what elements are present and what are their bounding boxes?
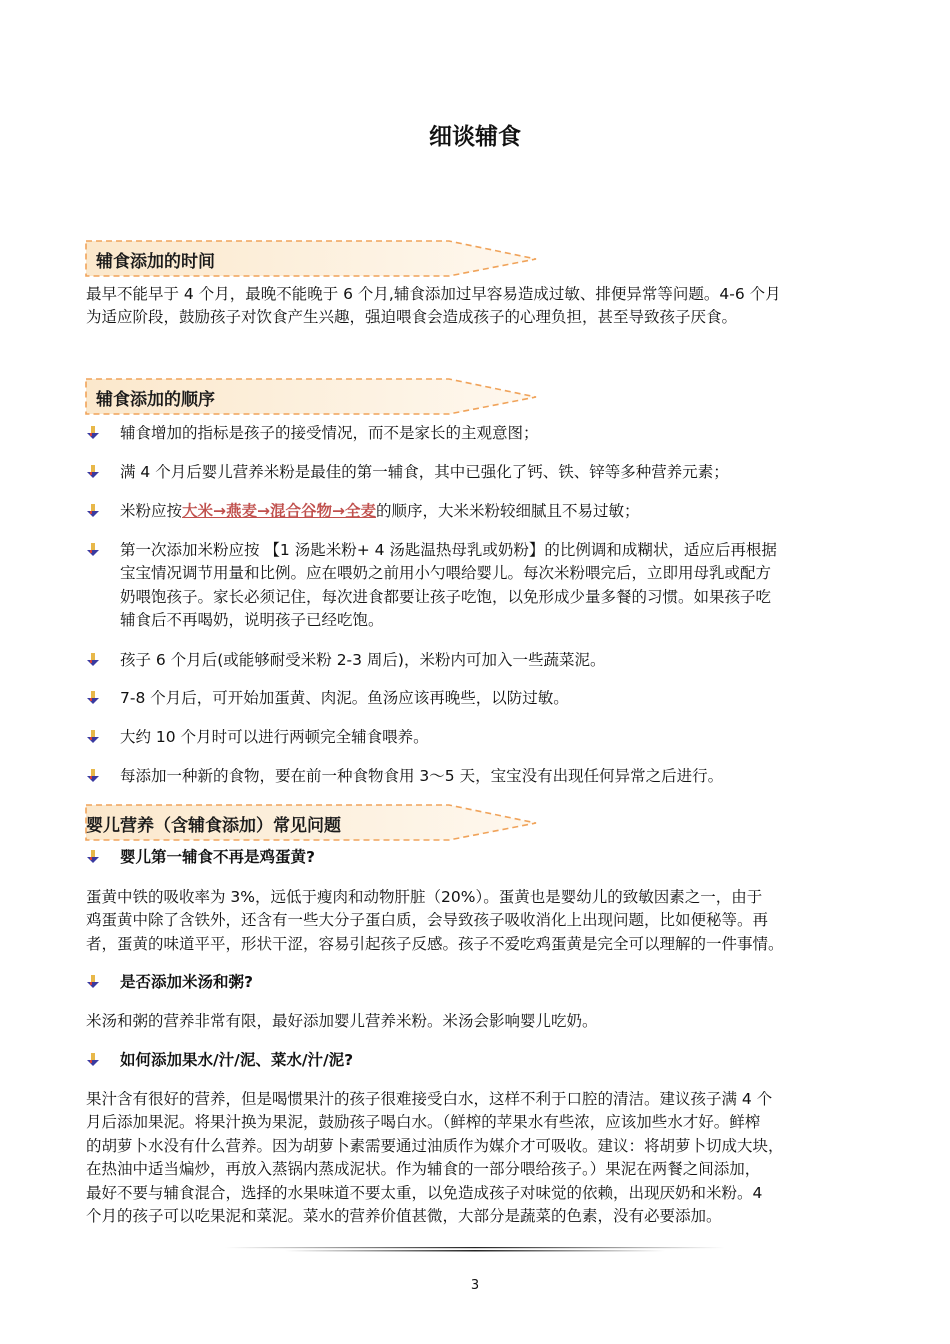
bullet-item [86,539,870,633]
text-line: 奶喂饱孩子。家长必须记住，每次进食都要让孩子吃饱，以免形成少量多餐的习惯。如果孩子吃 [120,587,772,606]
down-arrow-bullet-icon [86,426,100,440]
bullet-item [86,500,870,523]
section-heading-faq [84,803,544,843]
bullet-item [86,422,870,445]
text-line: 宝宝情况调节用量和比例。应在喂奶之前用小勺喂给婴儿。每次米粉喂完后，立即用母乳或配方 [120,564,772,583]
heading-text: 辅食添加的顺序 [96,390,215,410]
faq-answer [86,886,870,956]
question-text: 是否添加米汤和粥? [120,973,253,991]
grain-order-highlight: 大米→燕麦→混合谷物→全麦 [182,502,376,520]
heading-text: 婴儿营养（含辅食添加）常见问题 [86,816,341,836]
down-arrow-bullet-icon [86,975,100,989]
heading-text: 辅食添加的时间 [96,252,215,272]
text-line: 最好不要与辅食混合，选择的水果味道不要太重，以免造成孩子对味觉的依赖，出现厌奶和米粉。4 [86,1183,763,1202]
text-line: 鸡蛋黄中除了含铁外，还含有一些大分子蛋白质，会导致孩子吸收消化上出现问题，比如便秘等。再 [86,911,769,930]
text-line: 米汤和粥的营养非常有限，最好添加婴儿营养米粉。米汤会影响婴儿吃奶。 [86,1012,598,1030]
question-text: 婴儿第一辅食不再是鸡蛋黄? [120,848,315,866]
text-line: 果汁含有很好的营养，但是喝惯果汁的孩子很难接受白水，这样不利于口腔的清洁。建议孩子满 4 个 [86,1090,773,1108]
faq-question [86,971,870,994]
section-heading-timing [84,239,544,279]
question-text: 如何添加果水/汁/泥、菜水/汁/泥? [120,1051,354,1069]
text-line: 为适应阶段，鼓励孩子对饮食产生兴趣，强迫喂食会造成孩子的心理负担，甚至导致孩子厌食。 [86,308,738,327]
bullet-text: 大约 10 个月时可以进行两顿完全辅食喂养。 [120,728,429,746]
down-arrow-bullet-icon [86,850,100,864]
down-arrow-bullet-icon [86,730,100,744]
text-line: 最早不能早于 4 个月，最晚不能晚于 6 个月,辅食添加过早容易造成过敏、排便异常等问题。4-6 个月 [86,285,781,303]
down-arrow-bullet-icon [86,1053,100,1067]
footer-divider [225,1244,725,1254]
bullet-text: 的顺序，大米米粉较细腻且不易过敏； [375,502,640,520]
faq-answer [86,1010,870,1033]
section-heading-order [84,377,544,417]
text-line: 的胡萝卜水没有什么营养。因为胡萝卜素需要通过油质作为媒介才可吸收。建议：将胡萝卜切成大块， [86,1136,784,1155]
faq-question [86,1049,870,1072]
down-arrow-bullet-icon [86,691,100,705]
down-arrow-bullet-icon [86,543,100,557]
faq-answer [86,1088,870,1228]
bullet-item [86,649,870,672]
text-line: 个月的孩子可以吃果泥和菜泥。菜水的营养价值甚微，大部分是蔬菜的色素，没有必要添加。 [86,1207,722,1226]
page-title: 细谈辅食 [429,124,521,150]
down-arrow-bullet-icon [86,465,100,479]
bullet-item [86,687,870,710]
bullet-text: 满 4 个月后婴儿营养米粉是最佳的第一辅食，其中已强化了钙、铁、锌等多种营养元素； [120,463,729,481]
bullet-item [86,726,870,749]
bullet-text: 孩子 6 个月后(或能够耐受米粉 2-3 周后)，米粉内可加入一些蔬菜泥。 [120,651,606,669]
timing-paragraph [86,283,870,330]
down-arrow-bullet-icon [86,769,100,783]
bullet-text: 每添加一种新的食物，要在前一种食物食用 3～5 天，宝宝没有出现任何异常之后进行。 [120,767,724,785]
text-line: 第一次添加米粉应按 【1 汤匙米粉+ 4 汤匙温热母乳或奶粉】的比例调和成糊状，适应后再根据 [120,541,777,559]
bullet-text: 7-8 个月后，可开始加蛋黄、肉泥。鱼汤应该再晚些，以防过敏。 [120,689,569,707]
text-line: 月后添加果泥。将果汁换为果泥，鼓励孩子喝白水。（鲜榨的苹果水有些浓，应该加些水才好。鲜榨 [86,1113,761,1132]
down-arrow-bullet-icon [86,653,100,667]
bullet-text: 辅食增加的指标是孩子的接受情况，而不是家长的主观意图； [120,424,539,442]
down-arrow-bullet-icon [86,504,100,518]
bullet-text: 米粉应按 [120,502,183,520]
bullet-item [86,765,870,788]
text-line: 蛋黄中铁的吸收率为 3%，远低于瘦肉和动物肝脏（20%）。蛋黄也是婴幼儿的致敏因素之一，由于 [86,888,763,906]
page-number: 3 [470,1278,480,1293]
text-line: 在热油中适当煸炒，再放入蒸锅内蒸成泥状。作为辅食的一部分喂给孩子。）果泥在两餐之间添加， [86,1160,761,1179]
faq-question [86,846,870,869]
text-line: 辅食后不再喝奶，说明孩子已经吃饱。 [120,611,384,630]
text-line: 者，蛋黄的味道平平，形状干涩，容易引起孩子反感。孩子不爱吃鸡蛋黄是完全可以理解的一件事情。 [86,934,784,953]
bullet-item [86,461,870,484]
